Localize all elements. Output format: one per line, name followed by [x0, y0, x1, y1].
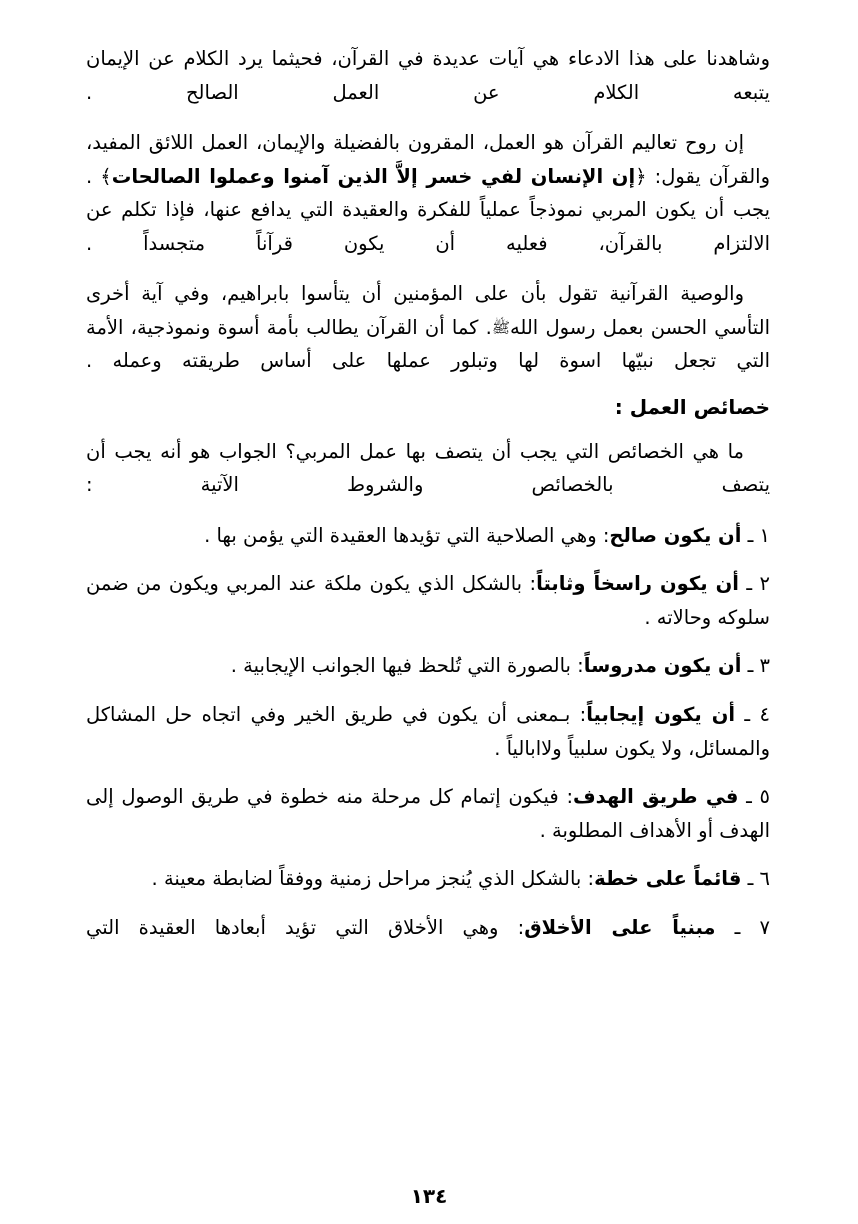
list-item-title: أن يكون صالح — [609, 523, 742, 547]
list-item-marker: ١ ـ — [747, 523, 770, 547]
list-item-title: أن يكون راسخاً وثابتاً — [536, 572, 739, 596]
paragraph-3-part-a: والوصية القرآنية تقول بأن على المؤمنين أن يتأسوا بابراهيم، وفي آية أخرى التأسي الحسن بعمل رسول الله — [86, 282, 771, 339]
list-item — [86, 862, 770, 896]
section-heading: خصائص العمل : — [614, 394, 770, 419]
list-item-title: أن يكون إيجابياً — [586, 702, 736, 726]
list-item-title: مبنياً على الأخلاق — [524, 915, 716, 939]
sallallahu-alayhi-wasallam-icon: ﷺ — [491, 318, 510, 337]
list-item — [86, 567, 770, 634]
list-item-title: قائماً على خطة — [594, 867, 742, 891]
list-item-text: : فيكون إتمام كل مرحلة منه خطوة في طريق الوصول إلى الهدف أو الأهداف المطلوبة . — [86, 785, 770, 842]
list-item — [86, 698, 770, 765]
list-item-text: : بالشكل الذي يُنجز مراحل زمنية ووفقاً لضابطة معينة . — [151, 867, 595, 891]
list-item-marker: ٤ ـ — [744, 702, 770, 726]
paragraph-2-part-a: إن روح تعاليم القرآن هو العمل، المقرون بالفضيلة والإيمان، العمل اللائق المفيد، والقرآن يقول: ﴿ — [86, 131, 770, 188]
list-item-marker: ٧ ـ — [734, 915, 770, 939]
paragraph-1: وشاهدنا على هذا الادعاء هي آيات عديدة في القرآن، فحيثما يرد الكلام عن الإيمان يتبعه الكلام عن العمل الصالح . — [86, 47, 770, 104]
list-item-marker: ٢ ـ — [746, 572, 770, 596]
page-number: ١٣٤ — [410, 1184, 448, 1208]
quran-verse: إن الإنسان لفي خسر إلاَّ الذين آمنوا وعملوا الصالحات — [111, 164, 636, 188]
list-item — [86, 780, 770, 847]
list-item-text: : بـمعنى أن يكون في طريق الخير وفي اتجاه حل المشاكل والمسائل، ولا يكون سلبياً ولاابالياً . — [86, 702, 770, 760]
list-item-title: في طريق الهدف — [573, 785, 739, 809]
paragraph-2 — [86, 126, 770, 260]
list-item-marker: ٦ ـ — [747, 867, 770, 891]
paragraph-2-part-b: ﴾ . يجب أن يكون المربي نموذجاً عملياً للفكرة والعقيدة التي يدافع عنها، فإذا تكلم عن الالتزام بالقرآن، فعليه أن يكون قرآناً متجسداً . — [86, 164, 770, 255]
intro-paragraph: ما هي الخصائص التي يجب أن يتصف بها عمل المربي؟ الجواب هو أنه يجب أن يتصف بالخصائص والشروط الآتية : — [86, 439, 770, 497]
list-item-text: : بالشكل الذي يكون ملكة عند المربي ويكون من ضمن سلوكه وحالاته . — [86, 572, 770, 629]
list-item-text: : بالصورة التي تُلحظ فيها الجوانب الإيجابية . — [230, 654, 584, 678]
list-item — [86, 649, 770, 683]
list-item-text: : وهي الصلاحية التي تؤيدها العقيدة التي يؤمن بها . — [204, 523, 610, 547]
list-item — [86, 911, 770, 945]
paragraph-3-part-b: . كما أن القرآن يطالب بأمة أسوة ونموذجية، الأمة التي تجعل نبيّها اسوة لها وتبلور عملها على أساس طريقته وعمله . — [86, 315, 770, 373]
list-item-title: أن يكون مدروساً — [583, 654, 742, 678]
list-item-marker: ٥ ـ — [746, 785, 770, 809]
list-item-text: : وهي الأخلاق التي تؤيد أبعادها العقيدة التي — [86, 915, 525, 939]
list-item — [86, 519, 770, 553]
list-item-marker: ٣ ـ — [747, 654, 770, 678]
paragraph-3 — [86, 277, 770, 378]
